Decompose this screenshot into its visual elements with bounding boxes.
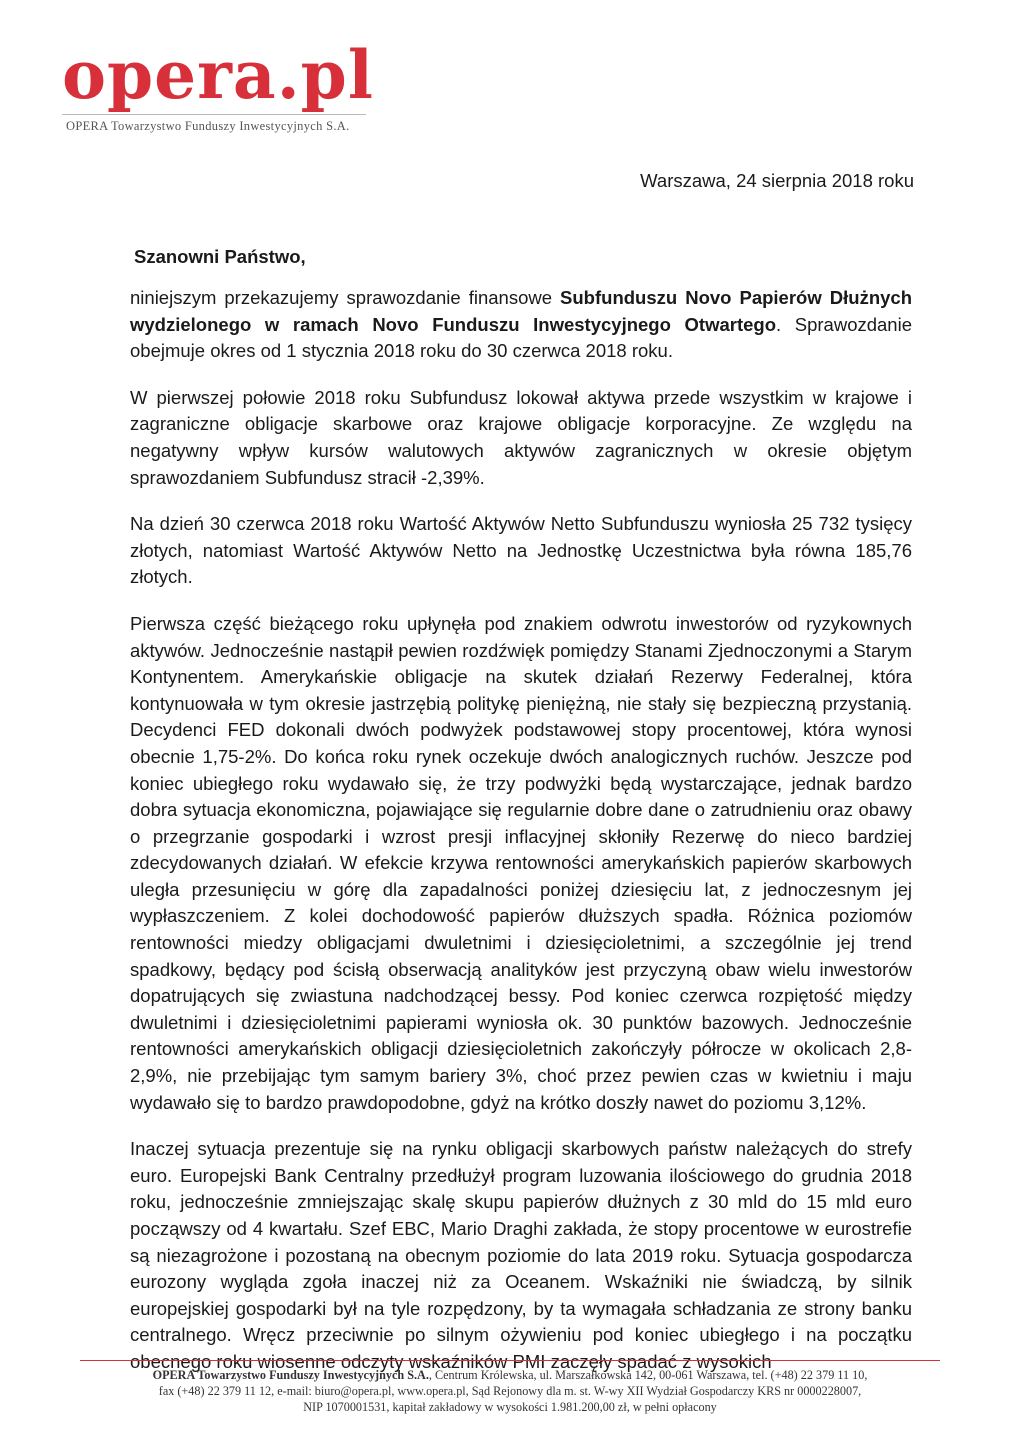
fund-name: Subfunduszu Novo Papierów Dłużnych wydzielonego w ramach Novo Funduszu Inwestycyjnego Otwartego: [130, 287, 912, 335]
paragraph-intro: [130, 285, 912, 365]
paragraph-net-assets: Na dzień 30 czerwca 2018 roku Wartość Aktywów Netto Subfunduszu wyniosła 25 732 tysięcy złotych, natomiast Wartość Aktywów Netto na Jednostkę Uczestnictwa była równa 185,76 złotych.: [130, 513, 912, 588]
company-logo: [62, 36, 374, 134]
paragraph-us-market: Pierwsza część bieżącego roku upłynęła pod znakiem odwrotu inwestorów od ryzykownych aktywów. Jednocześnie nastąpił pewien rozdźwięk pomiędzy Stanami Zjednoczonymi a Starym Kontynentem. Amerykańskie obligacje na skutek działań Rezerwy Federalnej, która kontynuowała w tym okresie jastrzębią politykę pieniężną, nie stały się bezpieczną przystanią. Decydenci FED dokonali dwóch podwyżek podstawowej stopy procentowej, która wynosi obecnie 1,75-2%. Do końca roku rynek oczekuje dwóch analogicznych ruchów. Jeszcze pod koniec ubiegłego roku wydawało się, że trzy podwyżki będą wystarczające, jednak bardzo dobra sytuacja ekonomiczna, pojawiające się regularnie dobre dane o zatrudnieniu oraz obawy o przegrzanie gospodarki i wzrost presji inflacyjnej skłoniły Rezerwę do nieco bardziej zdecydowanych działań. W efekcie krzywa rentowności amerykańskich papierów skarbowych uległa przesunięciu w górę dla zapadalności poniżej dziesięciu lat, z jednoczesnym jej wypłaszczeniem. Z kolei dochodowość papierów dłuższych spadła. Różnica poziomów rentowności miedzy obligacjami dwuletnimi i dziesięcioletnimi, a szczególnie jej trend spadkowy, będący pod ścisłą obserwacją analityków jest przyczyną obaw wielu inwestorów dopatrujących się zwiastuna nadchodzącej bessy. Pod koniec czerwca rozpiętość między dwuletnimi i dziesięcioletnimi papierami wyniosła ok. 30 punktów bazowych. Jednocześnie rentowności amerykańskich obligacji dziesięcioletnich zakończyły półrocze w okolicach 2,8-2,9%, nie przebijając tym samym bariery 3%, choć przez pewien czas w kwietniu i maju wydawało się to bardzo prawdopodobne, gdyż na krótko doszły nawet do poziomu 3,12%.: [130, 612, 912, 1113]
paragraph-intro-text: niniejszym przekazujemy sprawozdanie finansowe: [130, 287, 561, 308]
letter-body: [130, 285, 912, 1396]
footer-company-name: OPERA Towarzystwo Funduszy Inwestycyjnych S.A.: [152, 1368, 429, 1382]
logo-wordmark: opera.pl: [62, 36, 374, 114]
logo-company-line: OPERA Towarzystwo Funduszy Inwestycyjnych S.A.: [62, 114, 366, 134]
paragraph-performance: W pierwszej połowie 2018 roku Subfundusz lokował aktywa przede wszystkim w krajowe i zagraniczne obligacje skarbowe oraz krajowe obligacje korporacyjne. Ze względu na negatywny wpływ kursów walutowych aktywów zagranicznych w okresie objętym sprawozdaniem Subfundusz stracił -2,39%.: [130, 386, 912, 488]
page-footer: [80, 1360, 940, 1415]
footer-address: , Centrum Królewska, ul. Marszałkowska 142, 00-061 Warszawa, tel. (+48) 22 379 11 10,: [428, 1368, 868, 1382]
letter-greeting: Szanowni Państwo,: [134, 246, 306, 267]
letter-date: Warszawa, 24 sierpnia 2018 roku: [640, 170, 914, 191]
footer-line-3: NIP 1070001531, kapitał zakładowy w wysokości 1.981.200,00 zł, w pełni opłacony: [303, 1400, 717, 1414]
footer-line-2: fax (+48) 22 379 11 12, e-mail: biuro@opera.pl, www.opera.pl, Sąd Rejonowy dla m. st. W-wy XII Wydział Gospodarczy KRS nr 0000228007,: [158, 1384, 862, 1398]
footer-line-1: [80, 1367, 940, 1383]
paragraph-intro-text-end: . Sprawozdanie obejmuje okres od 1 stycznia 2018 roku do 30 czerwca 2018 roku.: [130, 313, 912, 362]
paragraph-euro-market: Inaczej sytuacja prezentuje się na rynku obligacji skarbowych państw należących do strefy euro. Europejski Bank Centralny przedłużył program luzowania ilościowego do grudnia 2018 roku, jednocześnie zmniejszając skalę skupu papierów dłużnych z 30 mld do 15 mld euro począwszy od 4 kwartału. Szef EBC, Mario Draghi zakłada, że stopy procentowe w eurostrefie są niezagrożone i pozostaną na obecnym poziomie do lata 2019 roku. Sytuacja gospodarcza eurozony wygląda zgoła inaczej niż za Oceanem. Wskaźniki nie świadczą, by silnik europejskiej gospodarki był na tyle rozpędzony, by ta wymagała schładzania ze strony banku centralnego. Wręcz przeciwnie po silnym ożywieniu pod koniec ubiegłego i na początku obecnego roku wiosenne odczyty wskaźników PMI zaczęły spadać z wysokich: [130, 1138, 912, 1372]
